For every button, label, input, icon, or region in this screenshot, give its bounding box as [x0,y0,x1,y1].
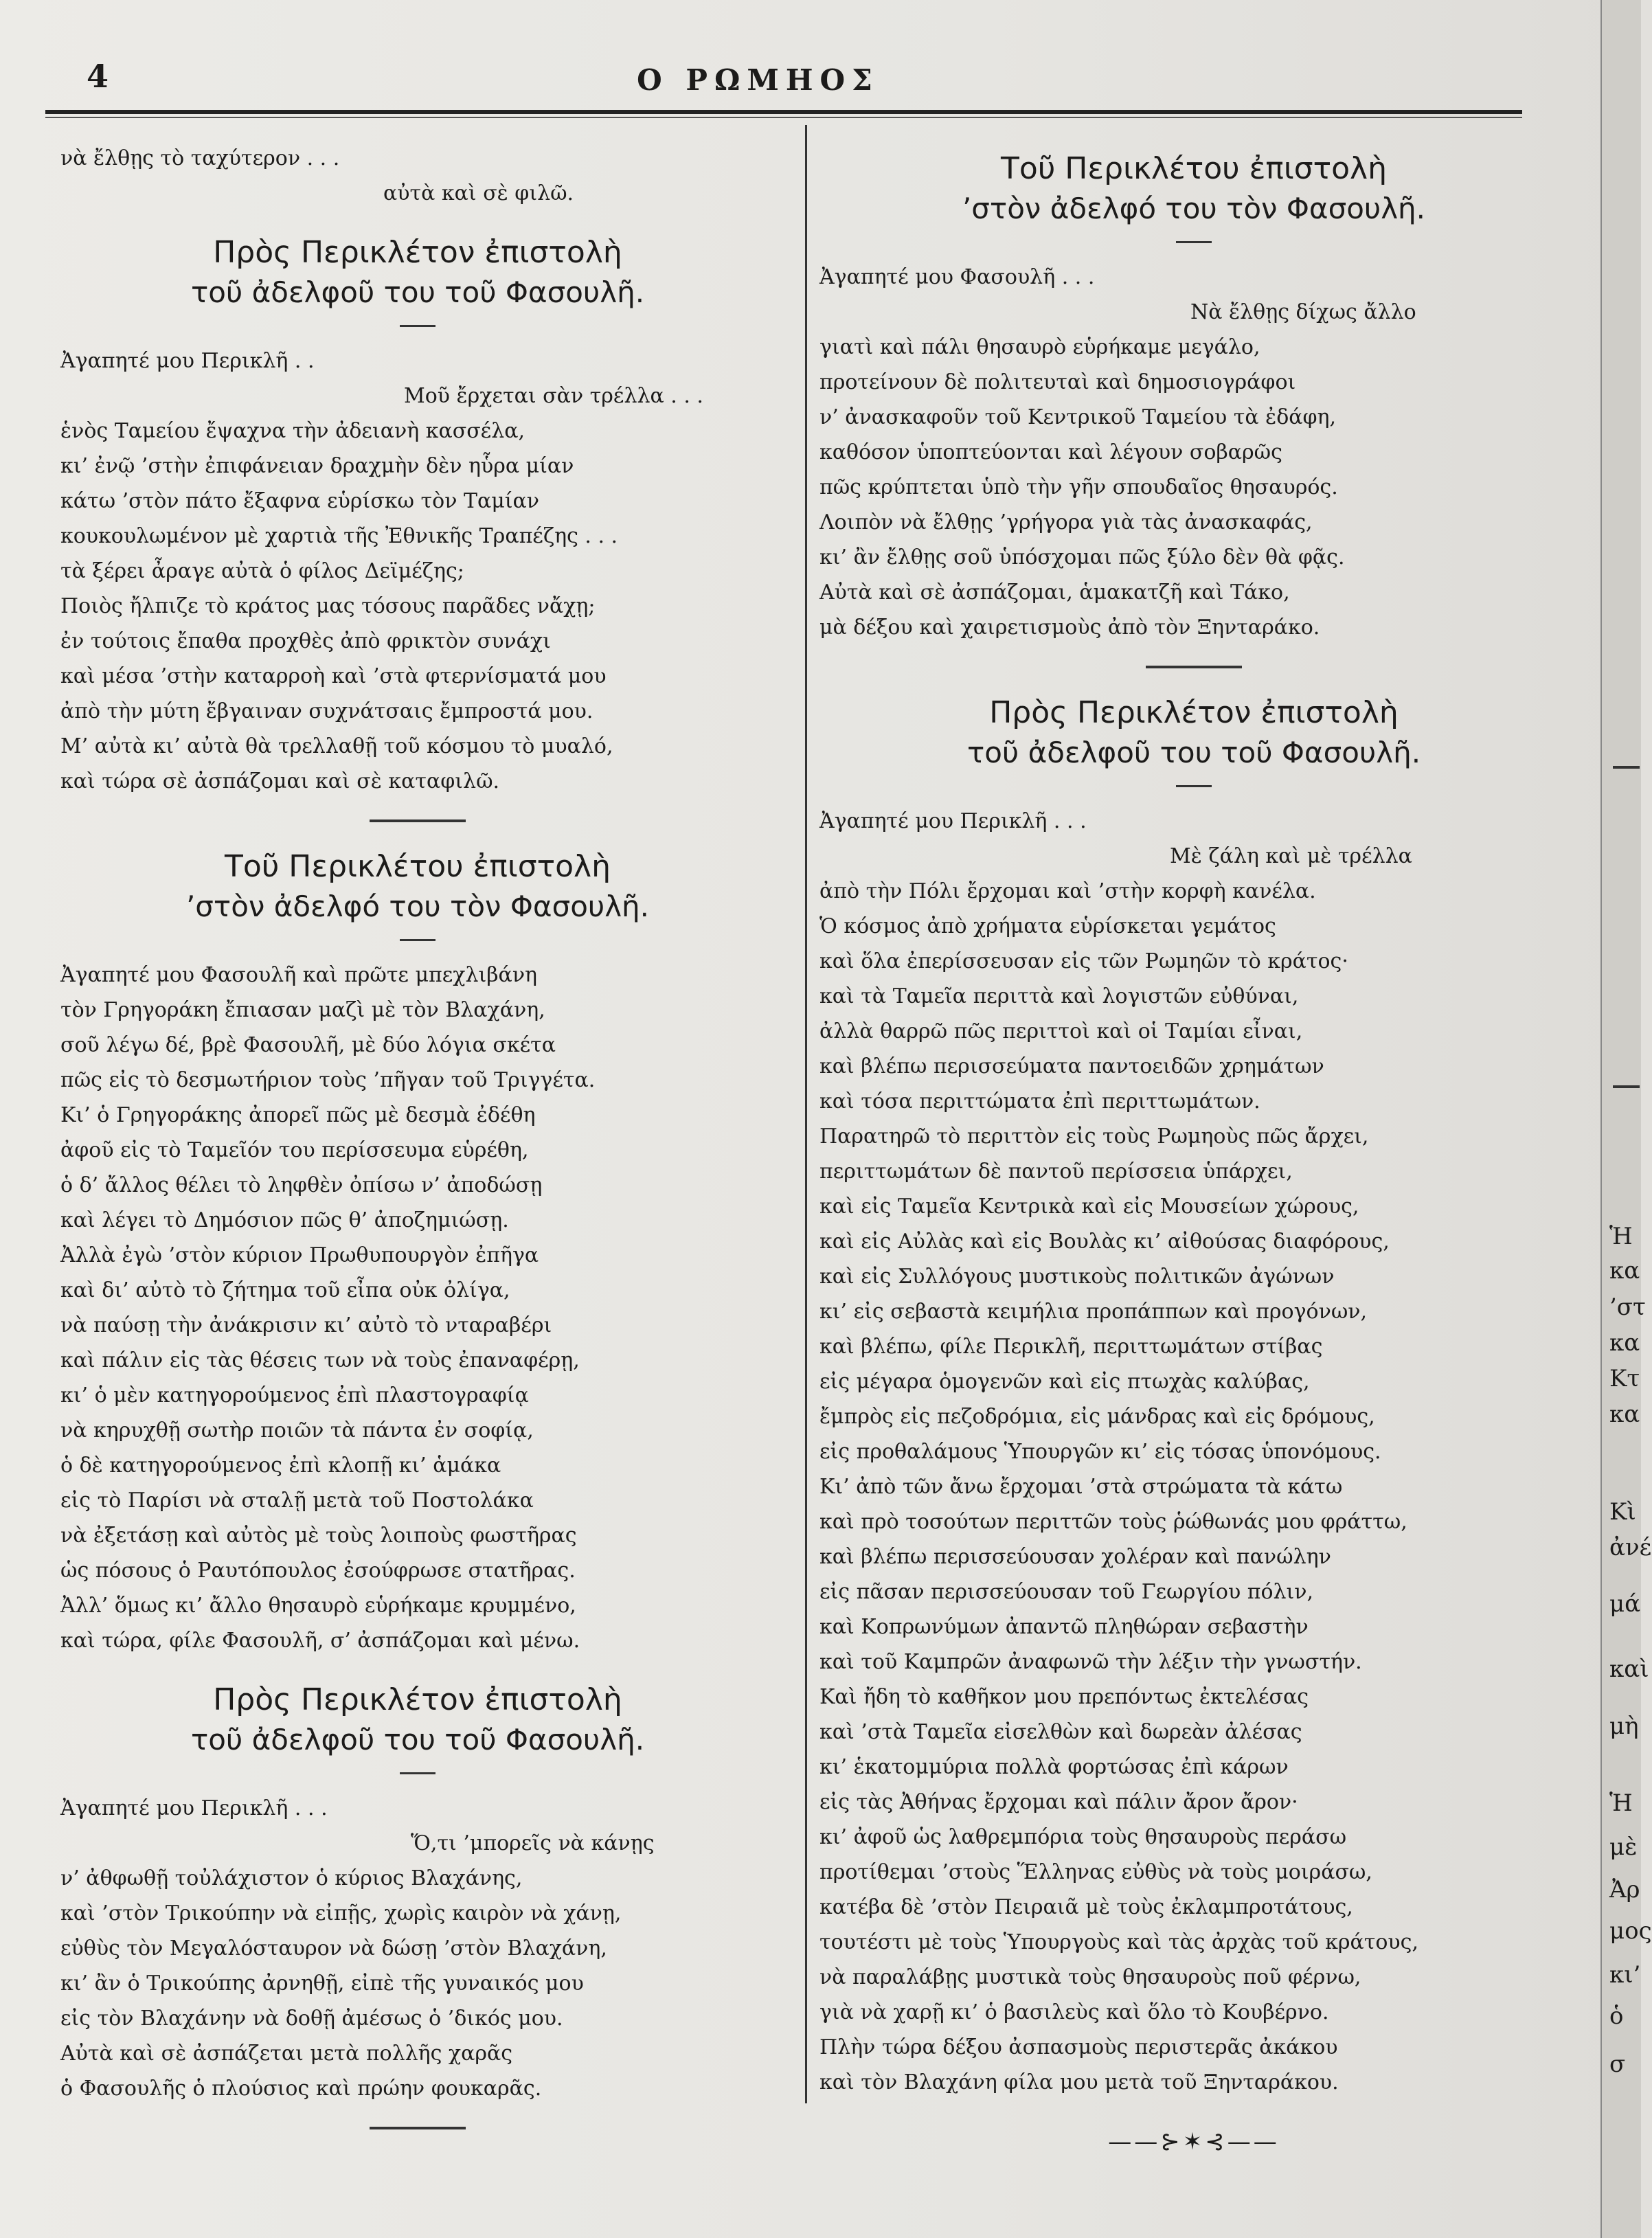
letter-heading [60,233,775,313]
bleed-rule [1613,766,1640,769]
column-divider [805,125,807,2103]
text-line: καὶ τώρα σὲ ἀσπάζομαι καὶ σὲ καταφιλῶ. [60,769,500,793]
text-line: ὁ δ’ ἄλλος θέλει τὸ ληφθὲν ὀπίσω ν’ ἀποδώσῃ [60,1173,543,1197]
text-line: εἰς τὰς Ἀθήνας ἔρχομαι καὶ πάλιν ἄρον ἄρον· [819,1790,1298,1814]
greeting-line: Ἀγαπητέ μου Περικλῆ . . . [819,809,1087,833]
poem-lines [60,1861,775,2106]
text-line: μὰ δέξου καὶ χαιρετισμοὺς ἀπὸ τὸν Ξηνταράκο. [819,615,1320,640]
bleed-fragment: κα [1609,1257,1640,1285]
text-line: καὶ δι’ αὐτὸ τὸ ζήτημα τοῦ εἶπα οὐκ ὀλίγα, [60,1278,510,1302]
text-line: σοῦ λέγω δέ, βρὲ Φασουλῆ, μὲ δύο λόγια σκέτα [60,1033,556,1057]
text-line: ὁ δὲ κατηγορούμενος ἐπὶ κλοπῇ κι’ ἁμάκα [60,1454,501,1478]
opening-line: Μοῦ ἔρχεται σὰν τρέλλα . . . [404,384,703,408]
text-line: τουτέστι μὲ τοὺς Ὑπουργοὺς καὶ τὰς ἀρχὰς τοῦ κράτους, [819,1930,1418,1954]
left-column [60,141,775,2154]
text-line: τὸν Γρηγοράκη ἔπιασαν μαζὶ μὲ τὸν Βλαχάνη, [60,998,545,1022]
letter-heading [60,1680,775,1760]
heading-line: ’στὸν ἀδελφό του τὸν Φασουλῆ. [185,890,650,923]
text-line: εἰς προθαλάμους Ὑπουργῶν κι’ εἰς τόσας ὑπονόμους. [819,1440,1381,1464]
text-line: Ἀγαπητέ μου Φασουλῆ καὶ πρῶτε μπεχλιβάνη [60,963,538,987]
text-line: κι’ ὁ μὲν κατηγορούμενος ἐπὶ πλαστογραφίᾳ [60,1383,529,1408]
bleed-fragment: Κτ [1609,1365,1640,1392]
short-rule [1176,785,1212,787]
bleed-fragment: κα [1609,1401,1640,1428]
letter-heading [819,693,1568,773]
text-line: νὰ ἔλθῃς τὸ ταχύτερον . . . [60,146,340,170]
bleed-fragment: Ἡ [1609,1789,1633,1817]
text-line: καὶ τοῦ Καμπρῶν ἀναφωνῶ τὴν λέξιν τὴν γνωστήν. [819,1650,1362,1674]
heading-line: Πρὸς Περικλέτον ἐπιστολὴ [213,235,622,270]
short-rule [1176,241,1212,243]
text-line: προτίθεμαι ’στοὺς Ἕλληνας εὐθὺς νὰ τοὺς μοιράσω, [819,1860,1372,1884]
text-line: εἰς μέγαρα ὁμογενῶν καὶ εἰς πτωχὰς καλύβας, [819,1370,1310,1394]
heading-line: ’στὸν ἀδελφό του τὸν Φασουλῆ. [962,192,1426,225]
text-line: ἀπὸ τὴν μύτη ἔβγαιναν συχνάτσαις ἔμπροστά μου. [60,699,593,723]
text-line: νὰ παύσῃ τὴν ἀνάκρισιν κι’ αὐτὸ τὸ νταραβέρι [60,1313,552,1337]
masthead-title: Ο ΡΩΜΗΟΣ [637,63,879,97]
text-line: ὡς πόσους ὁ Ραυτόπουλος ἐσούφρωσε στατῆρας. [60,1559,576,1583]
text-line: ἑνὸς Ταμείου ἔψαχνα τὴν ἀδειανὴ κασσέλα, [60,419,525,443]
text-line: Καὶ ἤδη τὸ καθῆκον μου πρεπόντως ἐκτελέσας [819,1685,1309,1709]
text-line: νὰ κηρυχθῇ σωτὴρ ποιῶν τὰ πάντα ἐν σοφίᾳ, [60,1418,534,1443]
header-rule [45,110,1522,114]
text-line: ν’ ἀνασκαφοῦν τοῦ Κεντρικοῦ Ταμείου τὰ ἐδάφη, [819,405,1337,429]
section-separator [1146,666,1242,668]
text-line: καὶ τώρα, φίλε Φασουλῆ, σ’ ἀσπάζομαι καὶ μένω. [60,1629,580,1653]
greeting-line: Ἀγαπητέ μου Φασουλῆ . . . [819,265,1095,289]
section-separator [370,2127,466,2129]
text-line: κι’ ἀφοῦ ὡς λαθρεμπόρια τοὺς θησαυροὺς περάσω [819,1825,1347,1849]
text-line: εἰς πᾶσαν περισσεύουσαν τοῦ Γεωργίου πόλιν, [819,1580,1314,1604]
text-line: καὶ πάλιν εἰς τὰς θέσεις των νὰ τοὺς ἐπαναφέρῃ, [60,1348,580,1372]
opening-line: Μὲ ζάλη καὶ μὲ τρέλλα [1170,844,1412,868]
text-line: κάτω ’στὸν πάτο ἔξαφνα εὑρίσκω τὸν Ταμίαν [60,489,540,513]
text-line: Πλὴν τώρα δέξου ἀσπασμοὺς περιστερᾶς ἀκάκου [819,2035,1338,2059]
letter-heading [60,847,775,927]
bleed-fragment: κα [1609,1329,1640,1357]
text-line: Κι’ ὁ Γρηγοράκης ἀπορεῖ πῶς μὲ δεσμὰ ἐδέθη [60,1103,536,1127]
text-line: καὶ ὅλα ἐπερίσσευσαν εἰς τῶν Ρωμηῶν τὸ κράτος· [819,949,1348,973]
text-line: αὐτὰ καὶ σὲ φιλῶ. [383,181,574,205]
bleed-fragment: μά [1609,1590,1641,1618]
text-line: Ὁ κόσμος ἀπὸ χρήματα εὑρίσκεται γεμάτος [819,914,1276,938]
right-column [819,141,1568,2160]
text-line: κι’ ἂν ἔλθῃς σοῦ ὑπόσχομαι πῶς ξύλο δὲν θὰ φᾷς. [819,545,1345,569]
text-line: κι’ ἂν ὁ Τρικούπης ἀρνηθῇ, εἰπὲ τῆς γυναικός μου [60,1971,584,1996]
text-line: πῶς εἰς τὸ δεσμωτήριον τοὺς ’πῆγαν τοῦ Τριγγέτα. [60,1068,596,1092]
text-line: κι’ ἐνῷ ’στὴν ἐπιφάνειαν δραχμὴν δὲν ηὗρα μίαν [60,454,574,478]
poem-lines [60,958,775,1658]
header-rule-thin [45,117,1522,118]
bleed-fragment: κι’ [1609,1961,1641,1989]
end-ornament: ——⊱✶⊰—— [1108,2128,1280,2156]
text-line: καὶ ’στὸν Τρικούπην νὰ εἰπῇς, χωρὶς καιρὸν νὰ χάνῃ, [60,1901,622,1925]
poem-lines [819,874,1568,2100]
bleed-fragment: μὲ [1609,1833,1638,1861]
bleed-fragment: μὴ [1609,1713,1639,1740]
text-line: καὶ λέγει τὸ Δημόσιον πῶς θ’ ἀποζημιώσῃ. [60,1208,509,1232]
bleed-fragment: ’στ [1609,1293,1646,1321]
short-rule [400,1772,435,1774]
bleed-fragment: Ἡ [1609,1223,1633,1250]
text-line: προτείνουν δὲ πολιτευταὶ καὶ δημοσιογράφοι [819,370,1296,394]
heading-line: τοῦ ἀδελφοῦ του τοῦ Φασουλῆ. [966,736,1421,769]
text-line: καθόσον ὑποπτεύονται καὶ λέγουν σοβαρῶς [819,440,1282,464]
section-separator [370,820,466,822]
text-line: πῶς κρύπτεται ὑπὸ τὴν γῆν σπουδαῖος θησαυρός. [819,475,1338,499]
greeting-line: Ἀγαπητέ μου Περικλῆ . . [60,349,315,373]
text-line: καὶ Κοπρωνύμων ἀπαντῶ πληθώραν σεβαστὴν [819,1615,1309,1639]
text-line: τὰ ξέρει ἆραγε αὐτὰ ὁ φίλος Δεϊμέζης; [60,559,464,583]
text-line: Παρατηρῶ τὸ περιττὸν εἰς τοὺς Ρωμηοὺς πῶς ἄρχει, [819,1124,1369,1149]
text-line: καὶ βλέπω περισσεύματα παντοειδῶν χρημάτων [819,1054,1324,1078]
heading-line: Πρὸς Περικλέτον ἐπιστολὴ [989,695,1399,730]
heading-line: Πρὸς Περικλέτον ἐπιστολὴ [213,1682,622,1717]
bleed-fragment: ὁ σ [1609,2002,1626,2078]
bleed-fragment: ἀνέ [1609,1534,1652,1561]
text-line: Ἀλλ’ ὅμως κι’ ἄλλο θησαυρὸ εὑρήκαμε κρυμμένο, [60,1594,576,1618]
text-line: καὶ εἰς Ταμεῖα Κεντρικὰ καὶ εἰς Μουσείων χώρους, [819,1195,1359,1219]
text-line: κι’ εἰς σεβαστὰ κειμήλια προπάππων καὶ προγόνων, [819,1300,1368,1324]
text-line: εὐθὺς τὸν Μεγαλόσταυρον νὰ δώσῃ ’στὸν Βλαχάνη, [60,1936,607,1960]
text-line: γιὰ νὰ χαρῇ κι’ ὁ βασιλεὺς καὶ ὅλο τὸ Κουβέρνο. [819,2000,1329,2024]
text-line: καὶ μέσα ’στὴν καταρροὴ καὶ ’στὰ φτερνίσματά μου [60,664,607,688]
poem-lines [60,414,775,799]
text-line: Μ’ αὐτὰ κι’ αὐτὰ θὰ τρελλαθῇ τοῦ κόσμου τὸ μυαλό, [60,734,613,758]
text-line: κατέβα δὲ ’στὸν Πειραιᾶ μὲ τοὺς ἐκλαμπροτάτους, [819,1895,1353,1919]
heading-line: Τοῦ Περικλέτου ἐπιστολὴ [1001,151,1387,186]
bleed-rule [1613,1085,1640,1088]
bleed-fragment: Ἀρ [1609,1876,1640,1903]
text-line: εἰς τὸ Παρίσι νὰ σταλῇ μετὰ τοῦ Ποστολάκα [60,1489,534,1513]
text-line: καὶ τὰ Ταμεῖα περιττὰ καὶ λογιστῶν εὐθύναι, [819,984,1299,1008]
bleed-fragment: μος [1609,1917,1652,1945]
text-line: καὶ εἰς Συλλόγους μυστικοὺς πολιτικῶν ἀγώνων [819,1265,1335,1289]
text-line: ἀπὸ τὴν Πόλι ἔρχομαι καὶ ’στὴν κορφὴ κανέλα. [819,879,1316,903]
text-line: καὶ ’στὰ Ταμεῖα εἰσελθὼν καὶ δωρεὰν ἀλέσας [819,1720,1302,1744]
text-line: Ἀλλὰ ἐγὼ ’στὸν κύριον Πρωθυπουργὸν ἐπῆγα [60,1243,539,1267]
text-line: καὶ βλέπω, φίλε Περικλῆ, περιττωμάτων στίβας [819,1335,1323,1359]
text-line: καὶ εἰς Αὐλὰς καὶ εἰς Βουλὰς κι’ αἰθούσας διαφόρους, [819,1230,1390,1254]
greeting-line: Ἀγαπητέ μου Περικλῆ . . . [60,1796,328,1820]
text-line: νὰ ἐξετάσῃ καὶ αὐτὸς μὲ τοὺς λοιποὺς φωστῆρας [60,1524,577,1548]
text-line: κι’ ἑκατομμύρια πολλὰ φορτώσας ἐπὶ κάρων [819,1755,1289,1779]
bleed-fragment: καὶ [1609,1655,1649,1683]
text-line: ἐν τούτοις ἔπαθα προχθὲς ἀπὸ φρικτὸν συνάχι [60,629,551,653]
text-line: Κι’ ἀπὸ τῶν ἄνω ἔρχομαι ’στὰ στρώματα τὰ κάτω [819,1475,1343,1499]
poem-lines [819,330,1568,645]
text-line: Αὐτὰ καὶ σὲ ἀσπάζεται μετὰ πολλῆς χαρᾶς [60,2042,513,2066]
heading-line: Τοῦ Περικλέτου ἐπιστολὴ [225,849,611,884]
opening-line: Νὰ ἔλθῃς δίχως ἄλλο [1190,300,1416,324]
text-line: καὶ τὸν Βλαχάνη φίλα μου μετὰ τοῦ Ξηνταράκου. [819,2070,1339,2094]
text-line: Λοιπὸν νὰ ἔλθῃς ’γρήγορα γιὰ τὰς ἀνασκαφάς, [819,510,1313,534]
letter-heading [819,149,1568,229]
short-rule [400,939,435,941]
page-number: 4 [87,58,109,95]
text-line: κουκουλωμένον μὲ χαρτιὰ τῆς Ἐθνικῆς Τραπέζης . . . [60,524,618,548]
heading-line: τοῦ ἀδελφοῦ του τοῦ Φασουλῆ. [190,1723,645,1756]
text-line: Ποιὸς ἤλπιζε τὸ κράτος μας τόσους παρᾶδες νἄχῃ; [60,594,596,618]
bleed-fragment: Κὶ [1609,1498,1636,1526]
text-line: ἀφοῦ εἰς τὸ Ταμεῖόν του περίσσευμα εὑρέθη, [60,1138,529,1162]
text-line: νὰ παραλάβῃς μυστικὰ τοὺς θησαυροὺς ποῦ φέρνω, [819,1965,1361,1989]
text-line: ἀλλὰ θαρρῶ πῶς περιττοὶ καὶ οἱ Ταμίαι εἶναι, [819,1019,1303,1043]
text-line: Αὐτὰ καὶ σὲ ἀσπάζομαι, ἁμακατζῆ καὶ Τάκο, [819,580,1290,604]
heading-line: τοῦ ἀδελφοῦ του τοῦ Φασουλῆ. [190,275,645,309]
text-line: ν’ ἀθφωθῇ τοὐλάχιστον ὁ κύριος Βλαχάνης, [60,1866,523,1890]
text-line: ἔμπρὸς εἰς πεζοδρόμια, εἰς μάνδρας καὶ εἰς δρόμους, [819,1405,1375,1429]
text-line: περιττωμάτων δὲ παντοῦ περίσσεια ὑπάρχει, [819,1160,1293,1184]
text-line: ὁ Φασουλῆς ὁ πλούσιος καὶ πρώην φουκαρᾶς. [60,2077,542,2101]
text-line: καὶ βλέπω περισσεύουσαν χολέραν καὶ πανώλην [819,1545,1331,1569]
text-line: γιατὶ καὶ πάλι θησαυρὸ εὑρήκαμε μεγάλο, [819,335,1260,359]
text-line: καὶ τόσα περιττώματα ἐπὶ περιττωμάτων. [819,1089,1260,1114]
opening-line: Ὅ,τι ’μπορεῖς νὰ κάνῃς [411,1831,655,1855]
text-line: εἰς τὸν Βλαχάνην νὰ δοθῇ ἀμέσως ὁ ’δικός μου. [60,2007,563,2031]
short-rule [400,325,435,327]
text-line: καὶ πρὸ τοσούτων περιττῶν τοὺς ῥώθωνάς μου φράττω, [819,1510,1407,1534]
